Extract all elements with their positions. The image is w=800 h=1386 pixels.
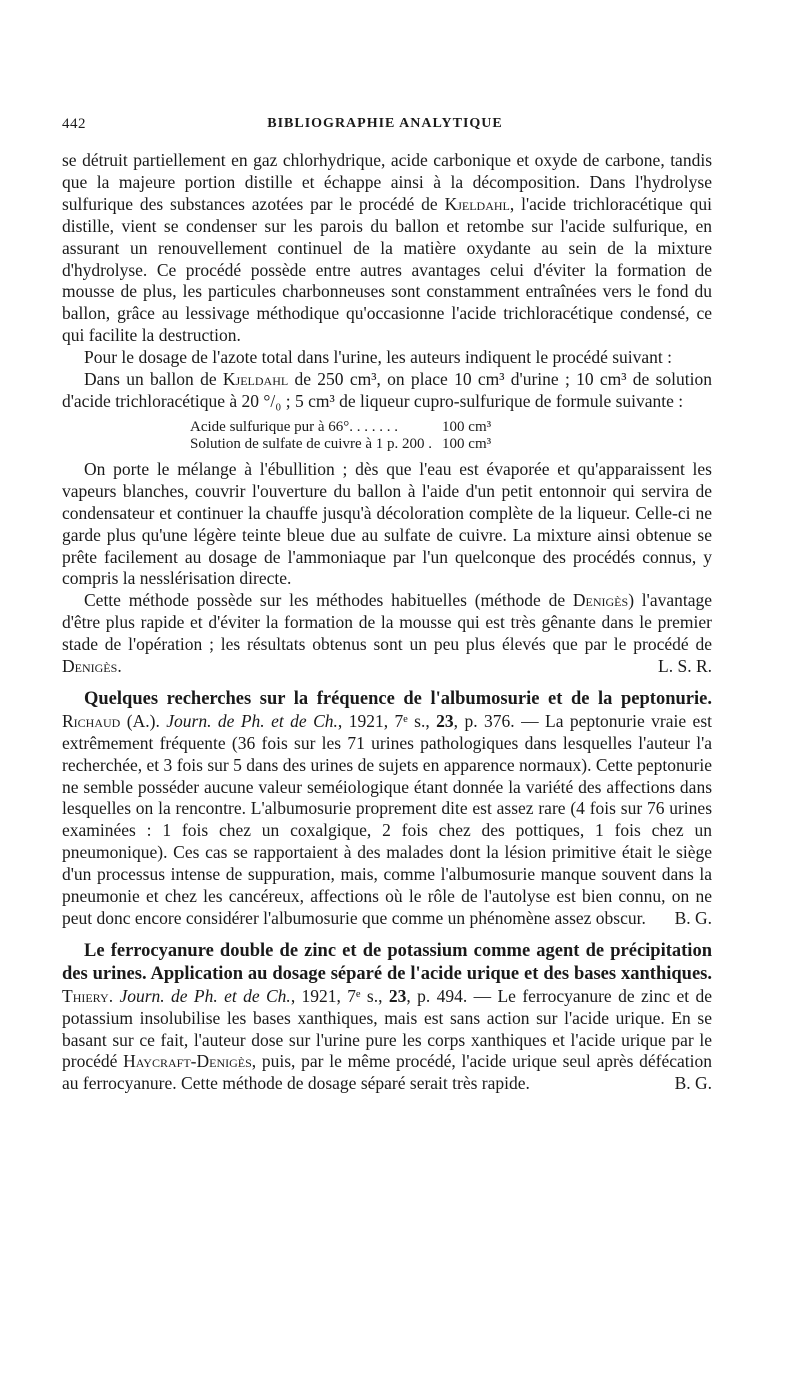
journal-name: Journ. de Ph. et de Ch. bbox=[166, 710, 338, 731]
text-run: , p. 494. — bbox=[406, 985, 498, 1006]
paragraph-hydrolysis bbox=[62, 150, 712, 347]
signature: B. G. bbox=[674, 1073, 712, 1094]
formula-label: Acide sulfurique pur à 66°. . . . . . . bbox=[190, 418, 399, 435]
formula-value: 100 cm³ bbox=[442, 418, 492, 435]
volume: 23 bbox=[388, 985, 407, 1006]
text-run: , 1921, 7ᵉ s., bbox=[337, 710, 437, 731]
article-ferrocyanure bbox=[62, 940, 712, 1095]
signature: B. G. bbox=[674, 908, 712, 928]
author-name: Denigès bbox=[572, 590, 629, 611]
author-name: Richaud bbox=[62, 710, 121, 731]
signature: L. S. R. bbox=[658, 656, 712, 677]
author-name: Denigès bbox=[62, 656, 118, 677]
article-title: Le ferrocyanure double de zinc et de potassium comme agent de précipitation des urines. Application au dosage séparé de l'acide urique et des bases xanthiques. bbox=[62, 940, 712, 984]
abstract-text: Le ferrocyanure de zinc et de potassium insolubilise les bases xanthiques, mais est sans action sur l'acide urique. En se basant sur ce fait, l'auteur dose sur l'urine pure les corps xanthiques et l'acide urique par le procédé bbox=[62, 985, 713, 1072]
formula-label: Solution de sulfate de cuivre à 1 p. 200 . bbox=[190, 435, 433, 452]
running-title: BIBLIOGRAPHIE ANALYTIQUE bbox=[267, 116, 503, 131]
author-name: Kjeldahl bbox=[222, 369, 289, 390]
formula-table bbox=[190, 419, 491, 453]
article-text bbox=[62, 940, 712, 1095]
text-run: de 250 cm³, on place 10 cm³ d'urine ; 10 cm³ de solution d'acide trichloracétique à 20 °/₀ ; 5 cm³ de liqueur cupro-sulfurique de formule suivante : bbox=[62, 369, 712, 411]
method-name: Haycraft-Denigès bbox=[123, 1051, 252, 1072]
author-name: Thiery bbox=[62, 985, 109, 1006]
text-run: , l'acide trichloracétique qui distille, vient se condenser sur les parois du ballon et retombe sur l'acide sulfurique, en assurant un renouvellement continuel de la matière oxydante au sein de la mixture d'hydrolyse. Ce procédé possède entre autres avantages celui d'éviter la formation de mousse de plus, les particules charbonneuses sont constamment entraînées vers le fond du ballon, grâce au lessivage méthodique qu'occasionne l'acide trichloracétique condensé, ce qui facilite la destruction. bbox=[62, 193, 712, 346]
paragraph-procedure bbox=[62, 369, 712, 413]
text-run: ) l'avantage d'être plus rapide et d'éviter la formation de la mousse qui est très gênante dans le premier stade de l'opération ; les résultats obtenus sont un peu plus élevés que par le procédé de bbox=[62, 590, 713, 655]
author-name: Kjeldahl bbox=[444, 193, 510, 214]
text-run: se détruit partiellement en gaz chlorhydrique, acide carbonique et oxyde de carbone, tandis que la majeure portion distille et échappe ainsi à la décomposition. Dans l'hydrolyse sulfurique des substances azotées par le procédé de bbox=[62, 150, 712, 214]
paragraph-advantage bbox=[62, 590, 712, 678]
formula-row bbox=[190, 436, 491, 453]
page-number: 442 bbox=[62, 116, 86, 132]
article-title: Quelques recherches sur la fréquence de l'albumosurie et de la peptonurie. bbox=[84, 688, 712, 709]
text-run: , p. 376. — bbox=[453, 710, 545, 731]
paragraph-boiling: On porte le mélange à l'ébullition ; dès que l'eau est évaporée et qu'apparaissent les vapeurs blanches, couvrir l'ouverture du ballon à l'aide d'un petit entonnoir qui servira de condensateur et continuer la chauffe jusqu'à décoloration complète de la liqueur. Celle-ci ne garde plus qu'une légère teinte bleue due au sulfate de cuivre. La mixture ainsi obtenue se prête facilement au dosage de l'ammoniaque par l'un quelconque des procédés connus, y compris la nesslérisation directe. bbox=[62, 458, 712, 589]
text-run: (A.). bbox=[120, 710, 167, 731]
article-text bbox=[62, 688, 712, 930]
text-run: Cette méthode possède sur les méthodes habituelles (méthode de bbox=[84, 590, 573, 611]
formula-value: 100 cm³ bbox=[442, 435, 492, 452]
formula-row bbox=[190, 419, 491, 436]
journal-name: Journ. de Ph. et de Ch. bbox=[119, 985, 291, 1006]
article-albumosurie bbox=[62, 688, 712, 930]
page-body bbox=[62, 150, 712, 1095]
text-run: Dans un ballon de bbox=[84, 369, 223, 390]
text-run: , 1921, 7ᵉ s., bbox=[290, 985, 389, 1006]
paragraph-dosage-intro: Pour le dosage de l'azote total dans l'urine, les auteurs indiquent le procédé suivant : bbox=[84, 347, 673, 368]
volume: 23 bbox=[436, 710, 454, 731]
abstract-text: , puis, par le même procédé, l'acide urique seul après défécation au ferrocyanure. Cette méthode de dosage séparé serait très rapide. bbox=[62, 1051, 712, 1094]
abstract-text: La peptonurie vraie est extrêmement fréquente (36 fois sur les 71 urines pathologiques dans lesquelles l'auteur l'a recherchée, et 3 fois sur 5 dans des urines de sujets en apparence normaux). Cette peptonurie ne semble posséder aucune valeur seméiologique étant donnée la variété des affections dans lesquelles on la rencontre. L'albumosurie proprement dite est assez rare (4 fois sur 76 urines examinées : 1 fois chez un coxalgique, 2 fois chez des pottiques, 1 fois chez un pneumonique). Ces cas se rapportaient à des malades dont la lésion primitive était le siège d'un processus intense de suppuration, mais, comme l'albumosurie manque souvent dans la pneumonie et chez les cancéreux, affections où le rôle de l'autolyse est bien connu, on ne peut donc encore considérer l'albumosurie que comme un phénomène assez obscur. bbox=[62, 710, 712, 928]
text-run: . bbox=[108, 985, 120, 1006]
text-run: . bbox=[117, 656, 122, 677]
